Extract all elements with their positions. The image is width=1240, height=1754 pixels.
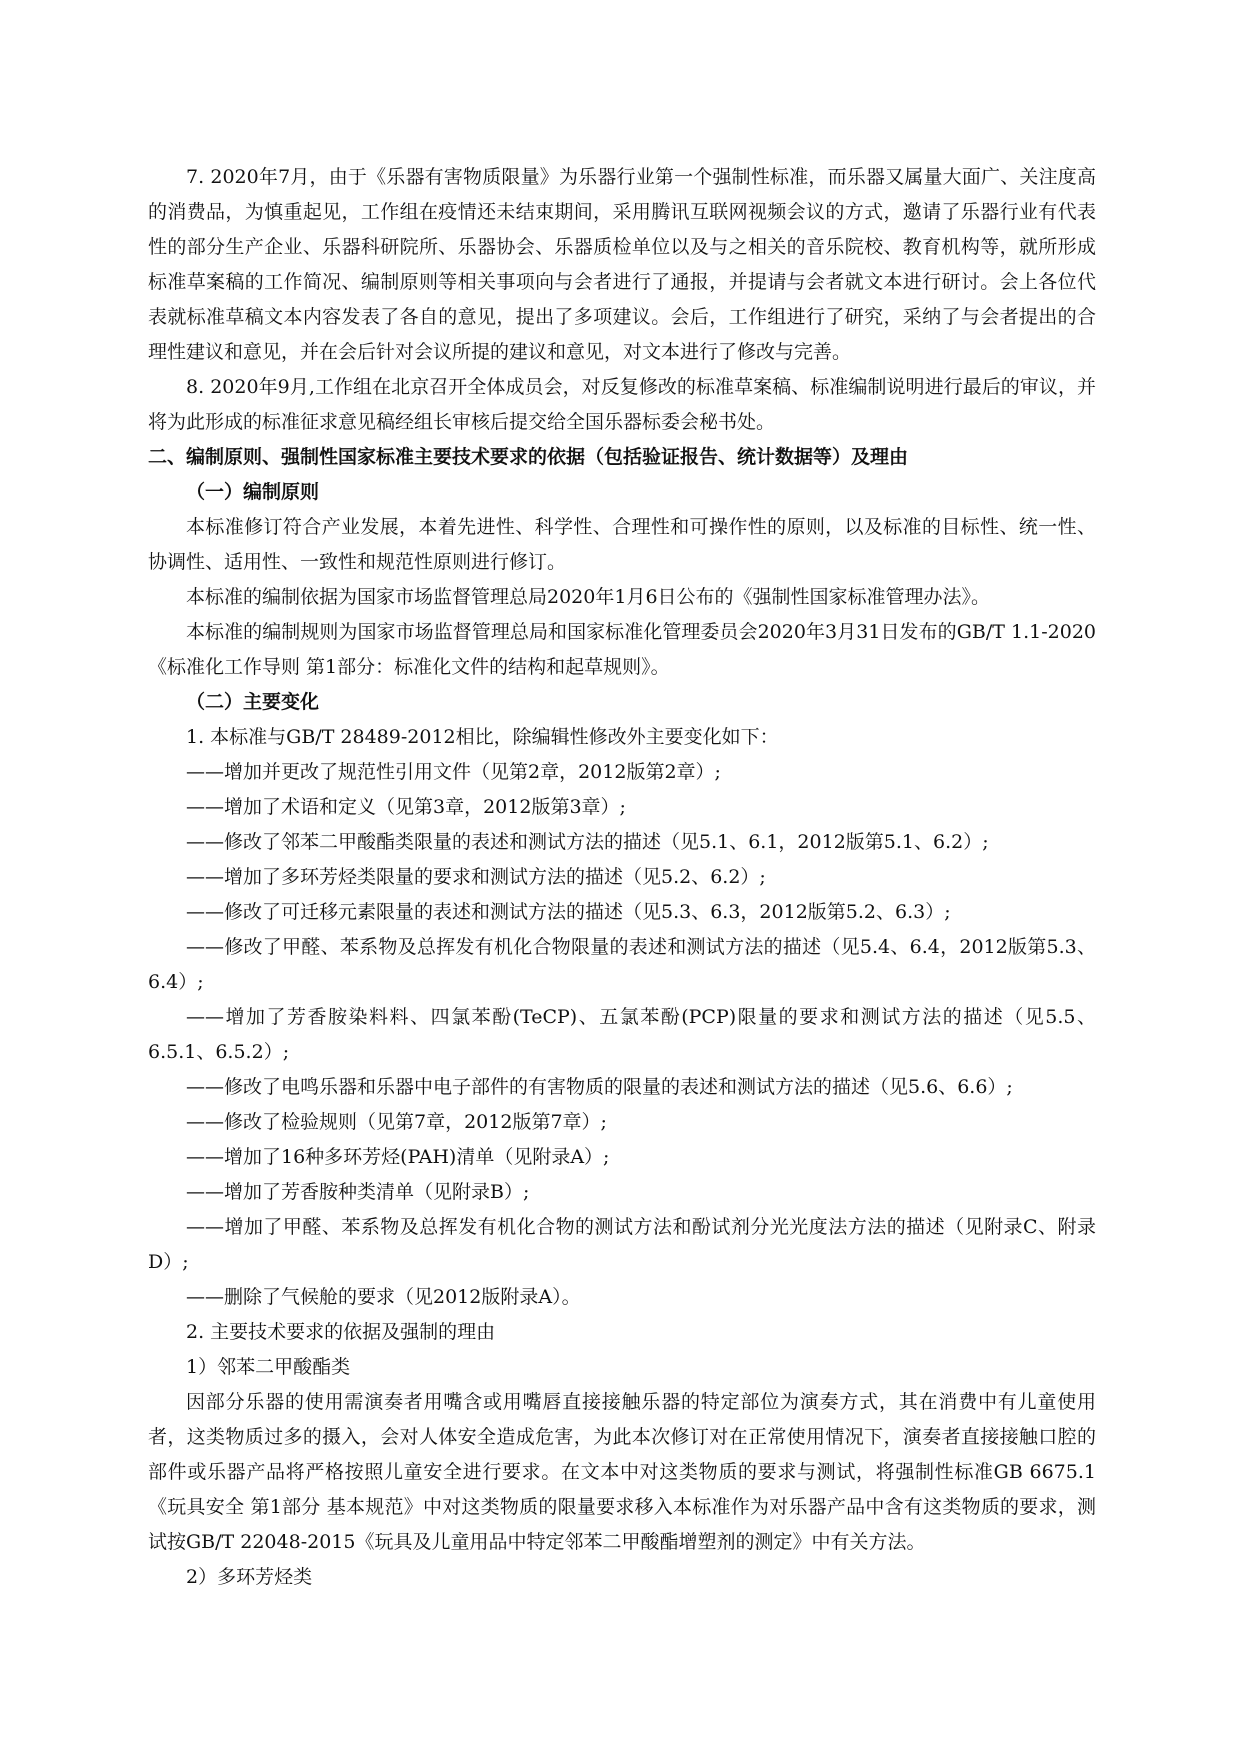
change-item: ——增加了甲醛、苯系物及总挥发有机化合物的测试方法和酚试剂分光光度法方法的描述（见附录C、附录D）; — [148, 1216, 1096, 1273]
changes-intro: 1. 本标准与GB/T 28489-2012相比，除编辑性修改外主要变化如下： — [186, 726, 779, 748]
change-item: ——修改了检验规则（见第7章，2012版第7章）; — [186, 1111, 607, 1133]
item1-heading: 1）邻苯二甲酸酯类 — [186, 1356, 351, 1378]
change-item: ——修改了邻苯二甲酸酯类限量的表述和测试方法的描述（见5.1、6.1，2012版第5.1、6.2）; — [186, 831, 989, 853]
paragraph-item-8: 8. 2020年9月,工作组在北京召开全体成员会，对反复修改的标准草案稿、标准编制说明进行最后的审议，并将为此形成的标准征求意见稿经组长审核后提交给全国乐器标委会秘书处。 — [148, 376, 1096, 433]
subsection-heading-principles: （一）编制原则 — [186, 481, 320, 503]
change-item: ——修改了电鸣乐器和乐器中电子部件的有害物质的限量的表述和测试方法的描述（见5.6、6.6）; — [186, 1076, 1013, 1098]
change-item: ——增加了芳香胺染料料、四氯苯酚(TeCP)、五氯苯酚(PCP)限量的要求和测试方法的描述（见5.5、6.5.1、6.5.2）; — [148, 1006, 1096, 1063]
change-item: ——增加并更改了规范性引用文件（见第2章，2012版第2章）; — [186, 761, 721, 783]
change-item: ——增加了16种多环芳烃(PAH)清单（见附录A）; — [186, 1146, 610, 1168]
item1-paragraph: 因部分乐器的使用需演奏者用嘴含或用嘴唇直接接触乐器的特定部位为演奏方式，其在消费中有儿童使用者，这类物质过多的摄入，会对人体安全造成危害，为此本次修订对在正常使用情况下，演奏者直接接触口腔的部件或乐器产品将严格按照儿童安全进行要求。在文本中对这类物质的要求与测试，将强制性标准GB 6675.1《玩具安全 第1部分 基本规范》中对这类物质的限量要求移入本标准作为对乐器产品中含有这类物质的要求，测试按GB/T 22048-2015《玩具及儿童用品中特定邻苯二甲酸酯增塑剂的测定》中有关方法。 — [148, 1391, 1096, 1553]
section-heading-2: 二、编制原则、强制性国家标准主要技术要求的依据（包括验证报告、统计数据等）及理由 — [148, 446, 909, 468]
paragraph-item-7: 7. 2020年7月，由于《乐器有害物质限量》为乐器行业第一个强制性标准，而乐器又属量大面广、关注度高的消费品，为慎重起见，工作组在疫情还未结束期间，采用腾讯互联网视频会议的方式，邀请了乐器行业有代表性的部分生产企业、乐器科研院所、乐器协会、乐器质检单位以及与之相关的音乐院校、教育机构等，就所形成标准草案稿的工作简况、编制原则等相关事项向与会者进行了通报，并提请与会者就文本进行研讨。会上各位代表就标准草稿文本内容发表了各自的意见，提出了多项建议。会后，工作组进行了研究，采纳了与会者提出的合理性建议和意见，并在会后针对会议所提的建议和意见，对文本进行了修改与完善。 — [148, 166, 1096, 363]
change-item: ——增加了术语和定义（见第3章，2012版第3章）; — [186, 796, 626, 818]
item2-heading: 2）多环芳烃类 — [186, 1566, 313, 1588]
change-item: ——增加了多环芳烃类限量的要求和测试方法的描述（见5.2、6.2）; — [186, 866, 766, 888]
subsection-heading-changes: （二）主要变化 — [186, 691, 320, 713]
principles-paragraph: 本标准的编制规则为国家市场监督管理总局和国家标准化管理委员会2020年3月31日发布的GB/T 1.1-2020《标准化工作导则 第1部分：标准化文件的结构和起草规则》。 — [148, 621, 1096, 678]
change-item: ——修改了可迁移元素限量的表述和测试方法的描述（见5.3、6.3，2012版第5.2、6.3）; — [186, 901, 951, 923]
basis-heading: 2. 主要技术要求的依据及强制的理由 — [186, 1321, 496, 1343]
change-item: ——删除了气候舱的要求（见2012版附录A）。 — [186, 1286, 581, 1308]
document-body — [148, 160, 1096, 1595]
principles-paragraph: 本标准的编制依据为国家市场监督管理总局2020年1月6日公布的《强制性国家标准管理办法》。 — [186, 586, 991, 608]
change-item: ——增加了芳香胺种类清单（见附录B）; — [186, 1181, 530, 1203]
principles-paragraph: 本标准修订符合产业发展，本着先进性、科学性、合理性和可操作性的原则，以及标准的目标性、统一性、协调性、适用性、一致性和规范性原则进行修订。 — [148, 516, 1096, 573]
change-item: ——修改了甲醛、苯系物及总挥发有机化合物限量的表述和测试方法的描述（见5.4、6.4，2012版第5.3、6.4）; — [148, 936, 1096, 993]
